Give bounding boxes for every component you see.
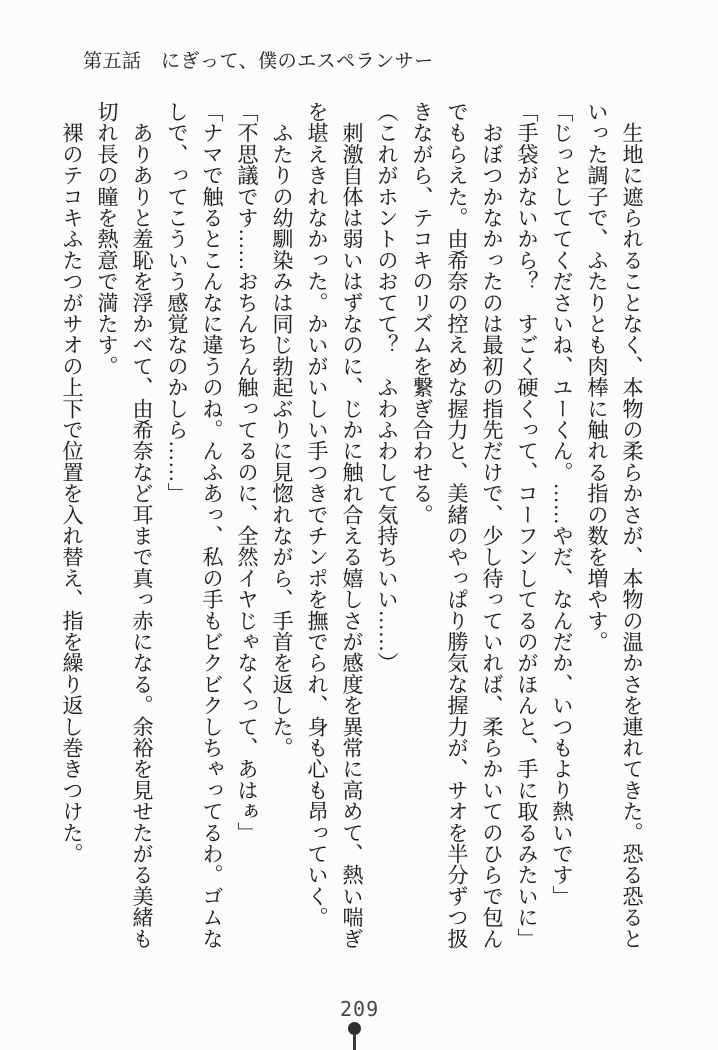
text-column-11: ふたりの幼馴染みは同じ勃起ぶりに見惚れながら、手首を返した。 <box>270 101 294 759</box>
text-column-1: 生地に遮られることなく、本物の柔らかさが、本物の温かさを連れてきた。恐る恐ると <box>620 101 644 949</box>
text-column-12: 「不思議です……おちんちん触ってるのに、全然イヤじゃなくって、あはぁ」 <box>235 101 259 843</box>
page-number: 209 <box>340 997 380 1021</box>
text-column-17: 裸のテコキふたつがサオの上下で位置を入れ替え、指を繰り返し巻きつけた。 <box>60 101 84 865</box>
text-column-13: 「ナマで触るとこんなに違うのね。んふあっ、私の手もビクビクしちゃってるわ。ゴムな <box>200 101 224 949</box>
text-column-10: を堪えきれなかった。かいがいしい手つきでチンポを撫でられ、身も心も昂っていく。 <box>305 101 329 928</box>
text-column-16: 切れ長の瞳を熱意で満たす。 <box>95 101 119 377</box>
vertical-text-body <box>54 101 649 953</box>
pin-dot-icon <box>348 1022 361 1035</box>
chapter-header: 第五話 にぎって、僕のエスペランサー <box>83 51 434 72</box>
text-column-5: おぼつかなかったのは最初の指先だけで、少し待っていれば、柔らかいてのひらで包ん <box>480 101 504 949</box>
pin-stem-icon <box>353 1033 356 1050</box>
text-column-6: でもらえた。由希奈の控えめな握力と、美緒のやっぱり勝気な握力が、サオを半分ずつ扱 <box>445 101 469 949</box>
text-column-8: （これがホントのおてて？ ふわふわして気持ちいい……） <box>375 101 399 674</box>
text-column-9: 刺激自体は弱いはずなのに、じかに触れ合える嬉しさが感度を異常に高めて、熱い喘ぎ <box>340 101 364 949</box>
text-column-15: ありありと羞恥を浮かべて、由希奈など耳まで真っ赤になる。余裕を見せたがる美緒も <box>130 101 154 949</box>
text-column-7: きながら、テコキのリズムを繋ぎ合わせる。 <box>410 101 434 525</box>
text-column-2: いった調子で、ふたりとも肉棒に触れる指の数を増やす。 <box>585 101 609 653</box>
text-column-3: 「じっとしててくださいね、ユーくん。……やだ、なんだか、いつもより熱いです」 <box>550 101 574 907</box>
text-column-14: しで、ってこういう感覚なのかしら……」 <box>165 101 189 504</box>
text-column-4: 「手袋がないから？ すごく硬くって、コーフンしてるのがほんと、手に取るみたいに」 <box>515 101 539 949</box>
